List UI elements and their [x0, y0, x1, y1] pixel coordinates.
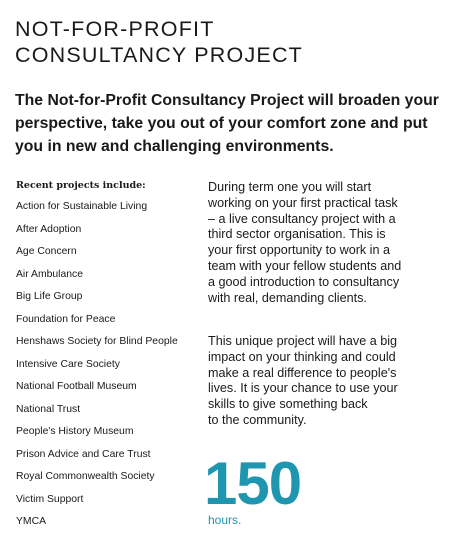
paragraph-line: team with your fellow students and [208, 258, 402, 273]
list-item: Prison Advice and Care Trust [16, 448, 151, 460]
paragraph-line: lives. It is your chance to use your [208, 381, 398, 396]
projects-list [16, 200, 178, 538]
stat-unit: hours. [208, 513, 242, 527]
list-item: Big Life Group [16, 291, 83, 302]
paragraph-line: make a real difference to people's [208, 365, 397, 380]
list-item: After Adoption [16, 223, 82, 235]
lead-paragraph [15, 89, 445, 158]
paragraph-line: with real, demanding clients. [208, 290, 367, 305]
lead-line: perspective, take you out of your comfort zone and put [15, 115, 428, 132]
list-item: Action for Sustainable Living [16, 201, 148, 212]
lead-line: you in new and challenging environments. [15, 138, 334, 155]
list-item: Air Ambulance [16, 268, 83, 280]
recent-projects-heading: Recent projects include: [16, 180, 146, 191]
paragraph-line: skills to give something back [208, 397, 368, 412]
list-item: Foundation for Peace [16, 313, 116, 325]
stat-number: 150 [204, 450, 302, 517]
paragraph-line: to the community. [208, 412, 307, 427]
body-paragraph-1 [208, 180, 448, 306]
paragraph-line: impact on your thinking and could [208, 349, 396, 364]
paragraph-line: This unique project will have a big [208, 334, 398, 348]
list-item: Henshaws Society for Blind People [16, 336, 178, 347]
list-item: National Football Museum [16, 381, 137, 392]
title-line: NOT-FOR-PROFIT [15, 17, 215, 41]
paragraph-line: your first opportunity to work in a [208, 243, 390, 258]
list-item: People's History Museum [16, 426, 134, 437]
list-item: Intensive Care Society [16, 358, 120, 370]
list-item: National Trust [16, 403, 81, 415]
list-item: Royal Commonwealth Society [16, 471, 155, 482]
list-item: Age Concern [16, 246, 77, 257]
page-title [15, 16, 445, 68]
title-line: CONSULTANCY PROJECT [15, 43, 304, 67]
paragraph-line: working on your first practical task [208, 195, 398, 210]
list-item: Victim Support [16, 493, 84, 505]
paragraph-line: – a live consultancy project with a [208, 211, 396, 226]
list-item: YMCA [16, 516, 47, 527]
lead-line: The Not-for-Profit Consultancy Project will broaden your [15, 92, 439, 109]
body-paragraph-2 [208, 334, 448, 429]
paragraph-line: During term one you will start [208, 180, 372, 194]
paragraph-line: a good introduction to consultancy [208, 274, 400, 289]
paragraph-line: third sector organisation. This is [208, 227, 386, 242]
